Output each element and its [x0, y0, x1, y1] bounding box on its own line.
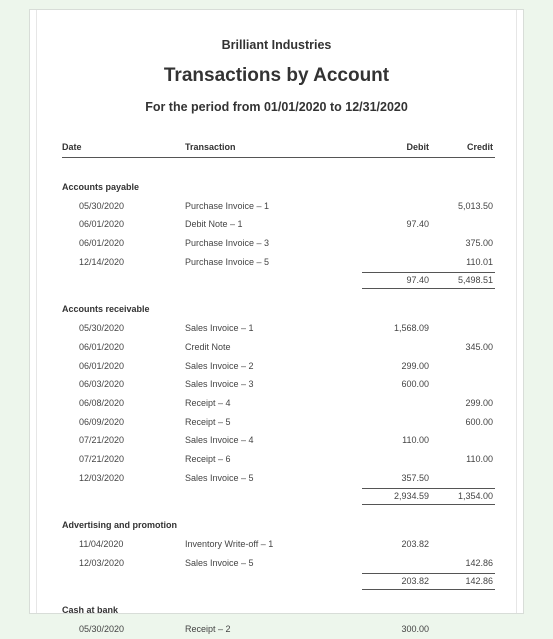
row-transaction: Sales Invoice – 4	[185, 435, 254, 446]
total-debit: 97.40	[406, 275, 429, 286]
row-debit: 300.00	[401, 624, 429, 635]
total-credit: 1,354.00	[457, 491, 493, 502]
table-row	[62, 253, 495, 272]
row-transaction: Purchase Invoice – 5	[185, 256, 270, 267]
row-transaction: Sales Invoice – 5	[185, 557, 254, 568]
row-credit: 110.01	[466, 256, 493, 267]
account-total-row	[62, 487, 495, 505]
account-total-row	[62, 572, 495, 590]
table-row	[62, 620, 495, 639]
row-date: 12/03/2020	[79, 557, 125, 568]
table-row	[62, 319, 495, 338]
table-row	[62, 450, 495, 469]
row-credit: 600.00	[465, 416, 493, 427]
row-credit: 142.86	[465, 557, 493, 568]
row-transaction: Receipt – 6	[185, 453, 231, 464]
row-debit: 299.00	[401, 360, 429, 371]
account-name: Accounts payable	[62, 182, 140, 192]
row-credit: 5,013.50	[457, 200, 493, 211]
row-transaction: Purchase Invoice – 1	[185, 200, 270, 211]
total-credit: 142.86	[465, 576, 493, 587]
account-group-heading	[62, 178, 495, 197]
row-date: 07/21/2020	[79, 453, 125, 464]
row-transaction: Receipt – 4	[185, 397, 231, 408]
account-groups	[62, 178, 495, 639]
row-debit: 110.00	[402, 435, 429, 446]
row-transaction: Credit Note	[185, 341, 231, 352]
row-transaction: Receipt – 2	[185, 624, 231, 635]
table-row	[62, 535, 495, 554]
row-date: 05/30/2020	[79, 323, 125, 334]
table-row	[62, 197, 495, 216]
row-date: 06/01/2020	[79, 219, 125, 230]
row-credit: 345.00	[465, 341, 493, 352]
row-credit: 299.00	[465, 397, 493, 408]
row-transaction: Inventory Write-off – 1	[185, 539, 274, 549]
table-row	[62, 357, 495, 376]
row-transaction: Sales Invoice – 3	[185, 379, 254, 390]
total-debit: 2,934.59	[393, 491, 429, 502]
row-transaction: Sales Invoice – 2	[185, 360, 254, 371]
row-date: 06/08/2020	[79, 397, 125, 408]
row-credit: 375.00	[465, 238, 493, 249]
account-name: Advertising and promotion	[62, 520, 178, 531]
account-name: Cash at bank	[62, 605, 119, 616]
table-row	[62, 215, 495, 234]
row-date: 06/01/2020	[79, 238, 125, 249]
total-credit: 5,498.51	[457, 275, 493, 286]
transactions-table	[62, 139, 495, 639]
row-date: 06/09/2020	[79, 416, 125, 427]
total-debit: 203.82	[401, 576, 429, 587]
row-transaction: Receipt – 5	[185, 416, 231, 427]
table-row	[62, 338, 495, 357]
account-group-heading	[62, 300, 495, 319]
row-transaction: Purchase Invoice – 3	[185, 238, 270, 249]
account-group-heading	[62, 601, 495, 620]
header-date: Date	[62, 142, 82, 152]
group-gap	[62, 590, 495, 601]
report-title: Transactions by Account	[163, 65, 390, 86]
row-transaction: Sales Invoice – 5	[185, 472, 254, 483]
table-header	[62, 139, 495, 158]
row-date: 11/04/2020	[79, 539, 124, 549]
row-date: 06/01/2020	[79, 341, 125, 352]
row-date: 07/21/2020	[79, 435, 125, 446]
row-debit: 357.50	[401, 472, 429, 483]
table-row	[62, 431, 495, 450]
group-gap	[62, 505, 495, 516]
row-debit: 97.40	[406, 219, 429, 230]
row-debit: 600.00	[401, 379, 429, 390]
row-date: 12/03/2020	[79, 472, 125, 483]
report-period: For the period from 01/01/2020 to 12/31/2020	[145, 100, 408, 114]
row-date: 05/30/2020	[79, 624, 125, 635]
header-debit: Debit	[406, 142, 429, 152]
row-date: 05/30/2020	[79, 200, 125, 211]
table-row	[62, 554, 495, 573]
row-debit: 1,568.09	[393, 323, 429, 334]
row-date: 06/03/2020	[79, 379, 125, 390]
table-row	[62, 413, 495, 432]
row-date: 12/14/2020	[79, 256, 125, 267]
table-row	[62, 234, 495, 253]
header-spacer	[62, 158, 495, 178]
row-debit: 203.82	[401, 539, 429, 549]
account-name: Accounts receivable	[62, 304, 150, 315]
account-total-row	[62, 271, 495, 289]
header-transaction: Transaction	[185, 142, 236, 152]
row-transaction: Debit Note – 1	[185, 219, 243, 230]
table-row	[62, 375, 495, 394]
row-credit: 110.00	[466, 453, 493, 464]
table-row	[62, 394, 495, 413]
group-gap	[62, 289, 495, 300]
header-credit: Credit	[466, 142, 493, 152]
table-row	[62, 469, 495, 488]
account-group-heading	[62, 516, 495, 535]
company-name: Brilliant Industries	[221, 38, 332, 52]
row-date: 06/01/2020	[79, 360, 125, 371]
row-transaction: Sales Invoice – 1	[185, 323, 254, 334]
